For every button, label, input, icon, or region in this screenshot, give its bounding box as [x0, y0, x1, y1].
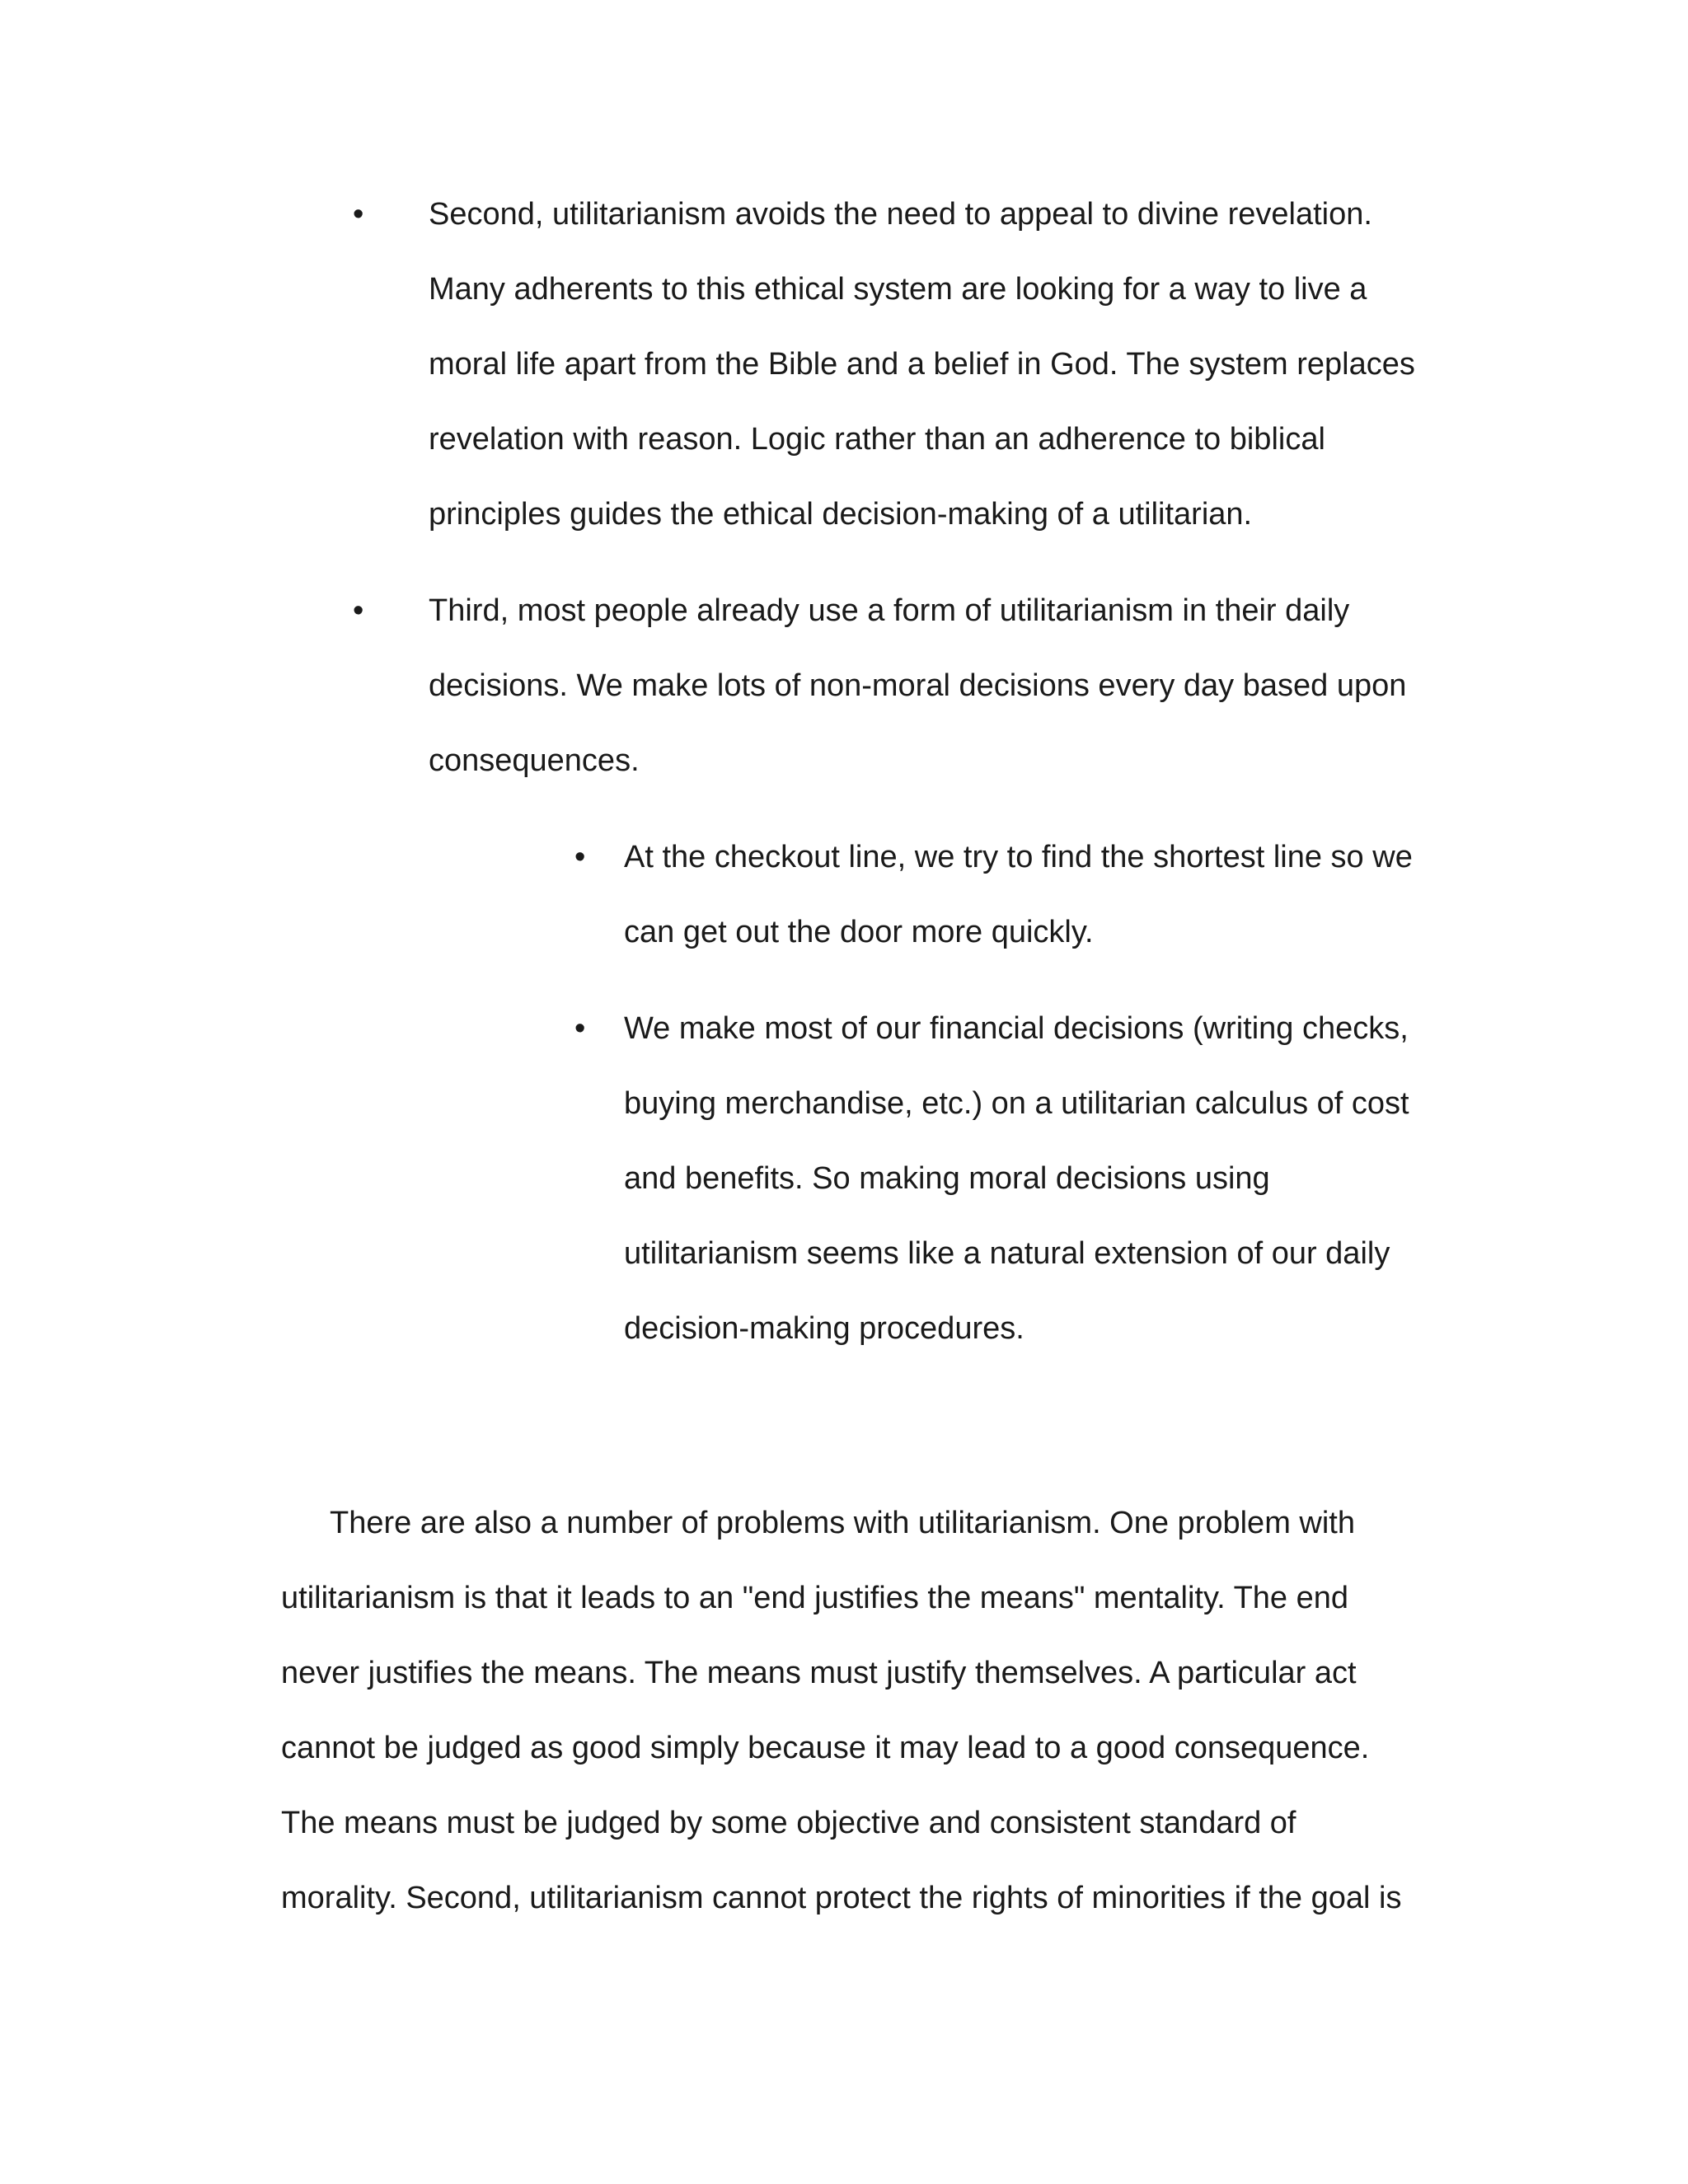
list-item-line: consequences. [429, 743, 640, 778]
paragraph-line: morality. Second, utilitarianism cannot protect the rights of minorities if the goal is [281, 1881, 1402, 1915]
list-item-line: revelation with reason. Logic rather than an adherence to biblical [429, 422, 1325, 457]
bullet-marker: • [353, 197, 364, 232]
list-item-line: principles guides the ethical decision-making of a utilitarian. [429, 497, 1253, 532]
list-item-line: moral life apart from the Bible and a belief in God. The system replaces [429, 347, 1415, 382]
list-item-line: can get out the door more quickly. [624, 915, 1094, 949]
paragraph-line: The means must be judged by some objective and consistent standard of [281, 1806, 1296, 1840]
paragraph-line: There are also a number of problems with utilitarianism. One problem with [330, 1506, 1355, 1540]
list-item-line: buying merchandise, etc.) on a utilitarian calculus of cost [624, 1086, 1409, 1121]
list-item-line: and benefits. So making moral decisions using [624, 1161, 1270, 1196]
paragraph-line: never justifies the means. The means must justify themselves. A particular act [281, 1656, 1357, 1690]
list-item-line: Many adherents to this ethical system are looking for a way to live a [429, 272, 1367, 307]
bullet-marker: • [353, 593, 364, 628]
paragraph-line: utilitarianism is that it leads to an "end justifies the means" mentality. The end [281, 1581, 1349, 1615]
list-item-line: We make most of our financial decisions (writing checks, [624, 1011, 1409, 1046]
list-item-line: utilitarianism seems like a natural extension of our daily [624, 1236, 1390, 1271]
list-item-line: decisions. We make lots of non-moral decisions every day based upon [429, 668, 1407, 703]
bullet-marker: • [574, 1011, 586, 1046]
list-item-line: Third, most people already use a form of utilitarianism in their daily [429, 593, 1350, 628]
bullet-marker: • [574, 840, 586, 874]
list-item-line: Second, utilitarianism avoids the need to appeal to divine revelation. [429, 197, 1372, 232]
paragraph-line: cannot be judged as good simply because it may lead to a good consequence. [281, 1731, 1370, 1765]
list-item-line: decision-making procedures. [624, 1311, 1025, 1346]
list-item-line: At the checkout line, we try to find the shortest line so we [624, 840, 1413, 874]
